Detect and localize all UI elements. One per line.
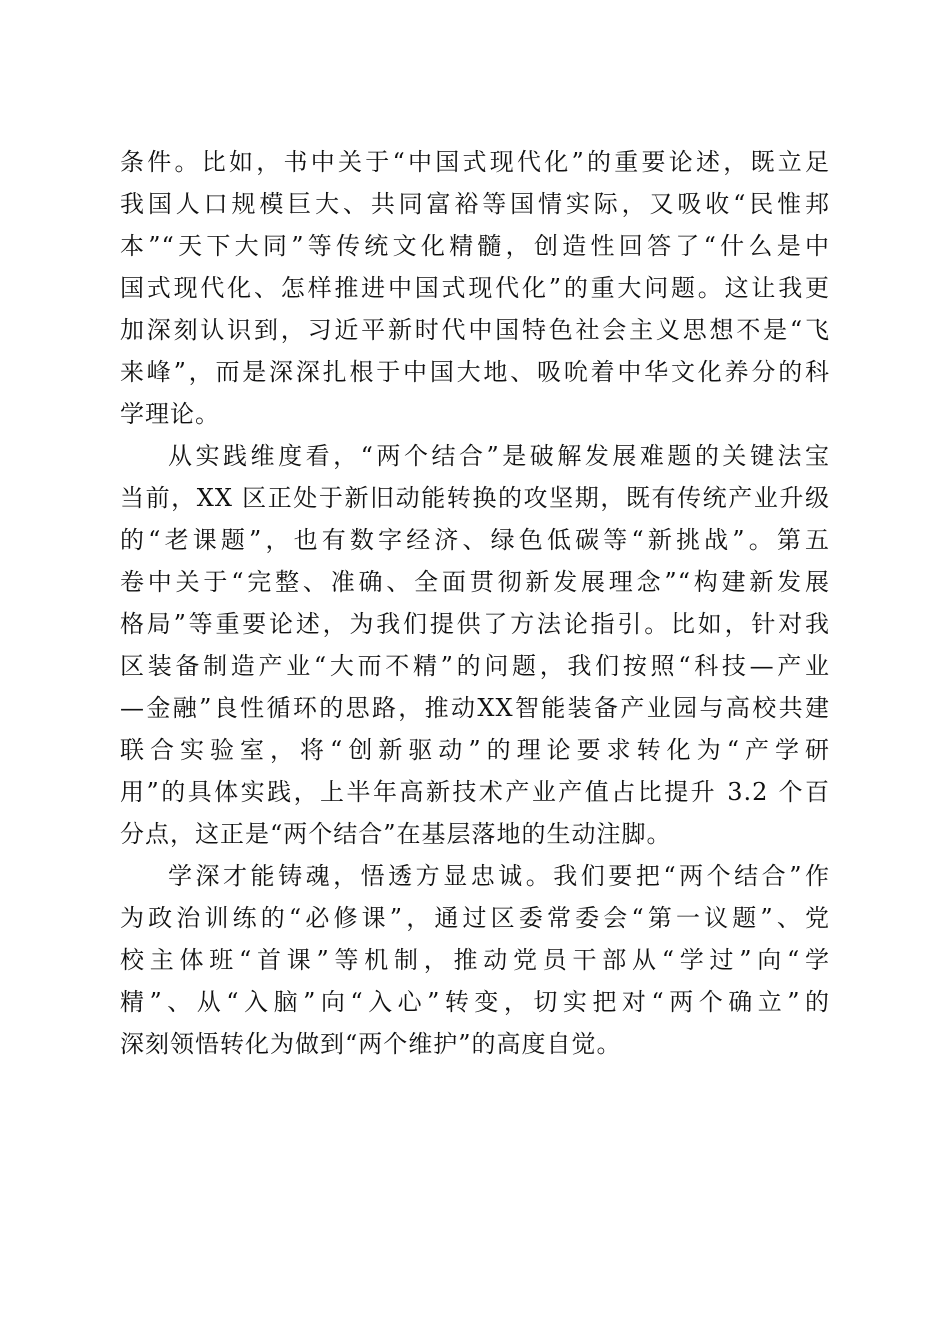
paragraph-1-line-2: 我国人口规模巨大、共同富裕等国情实际，又吸收“民惟邦: [120, 190, 830, 218]
paragraph-2-line-6: 区装备制造产业“大而不精”的问题，我们按照“科技—产业: [120, 652, 830, 680]
paragraph-1-line-3: 本”“天下大同”等传统文化精髓，创造性回答了“什么是中: [120, 232, 830, 260]
paragraph-3-line-4: 精”、从“入脑”向“入心”转变，切实把对“两个确立”的: [120, 988, 830, 1016]
paragraph-2-line-9: 用”的具体实践，上半年高新技术产业产值占比提升 3.2 个百: [120, 778, 830, 806]
paragraph-3-line-5: 深刻领悟转化为做到“两个维护”的高度自觉。: [120, 1030, 622, 1058]
paragraph-1-line-7: 学理论。: [120, 400, 220, 428]
paragraph-3-line-1: 学深才能铸魂，悟透方显忠诚。我们要把“两个结合”作: [168, 862, 830, 890]
paragraph-2-line-7: —金融”良性循环的思路，推动XX智能装备产业园与高校共建: [120, 694, 830, 722]
paragraph-3-line-2: 为政治训练的“必修课”，通过区委常委会“第一议题”、党: [120, 904, 830, 932]
paragraph-2-line-2: 当前，XX 区正处于新旧动能转换的攻坚期，既有传统产业升级: [120, 484, 830, 512]
paragraph-2-line-1: 从实践维度看，“两个结合”是破解发展难题的关键法宝: [168, 442, 830, 470]
paragraph-1-line-4: 国式现代化、怎样推进中国式现代化”的重大问题。这让我更: [120, 274, 830, 302]
paragraph-2-line-3: 的“老课题”，也有数字经济、绿色低碳等“新挑战”。第五: [120, 526, 830, 554]
paragraph-3-line-3: 校主体班“首课”等机制，推动党员干部从“学过”向“学: [120, 946, 830, 974]
paragraph-2-line-10: 分点，这正是“两个结合”在基层落地的生动注脚。: [120, 820, 672, 848]
paragraph-2-line-8: 联合实验室，将“创新驱动”的理论要求转化为“产学研: [120, 736, 830, 764]
paragraph-1-line-5: 加深刻认识到，习近平新时代中国特色社会主义思想不是“飞: [120, 316, 830, 344]
paragraph-1-line-1: 条件。比如，书中关于“中国式现代化”的重要论述，既立足: [120, 148, 830, 176]
paragraph-1-line-6: 来峰”，而是深深扎根于中国大地、吸吮着中华文化养分的科: [120, 358, 830, 386]
paragraph-2-line-5: 格局”等重要论述，为我们提供了方法论指引。比如，针对我: [120, 610, 830, 638]
paragraph-2-line-4: 卷中关于“完整、准确、全面贯彻新发展理念”“构建新发展: [120, 568, 830, 596]
